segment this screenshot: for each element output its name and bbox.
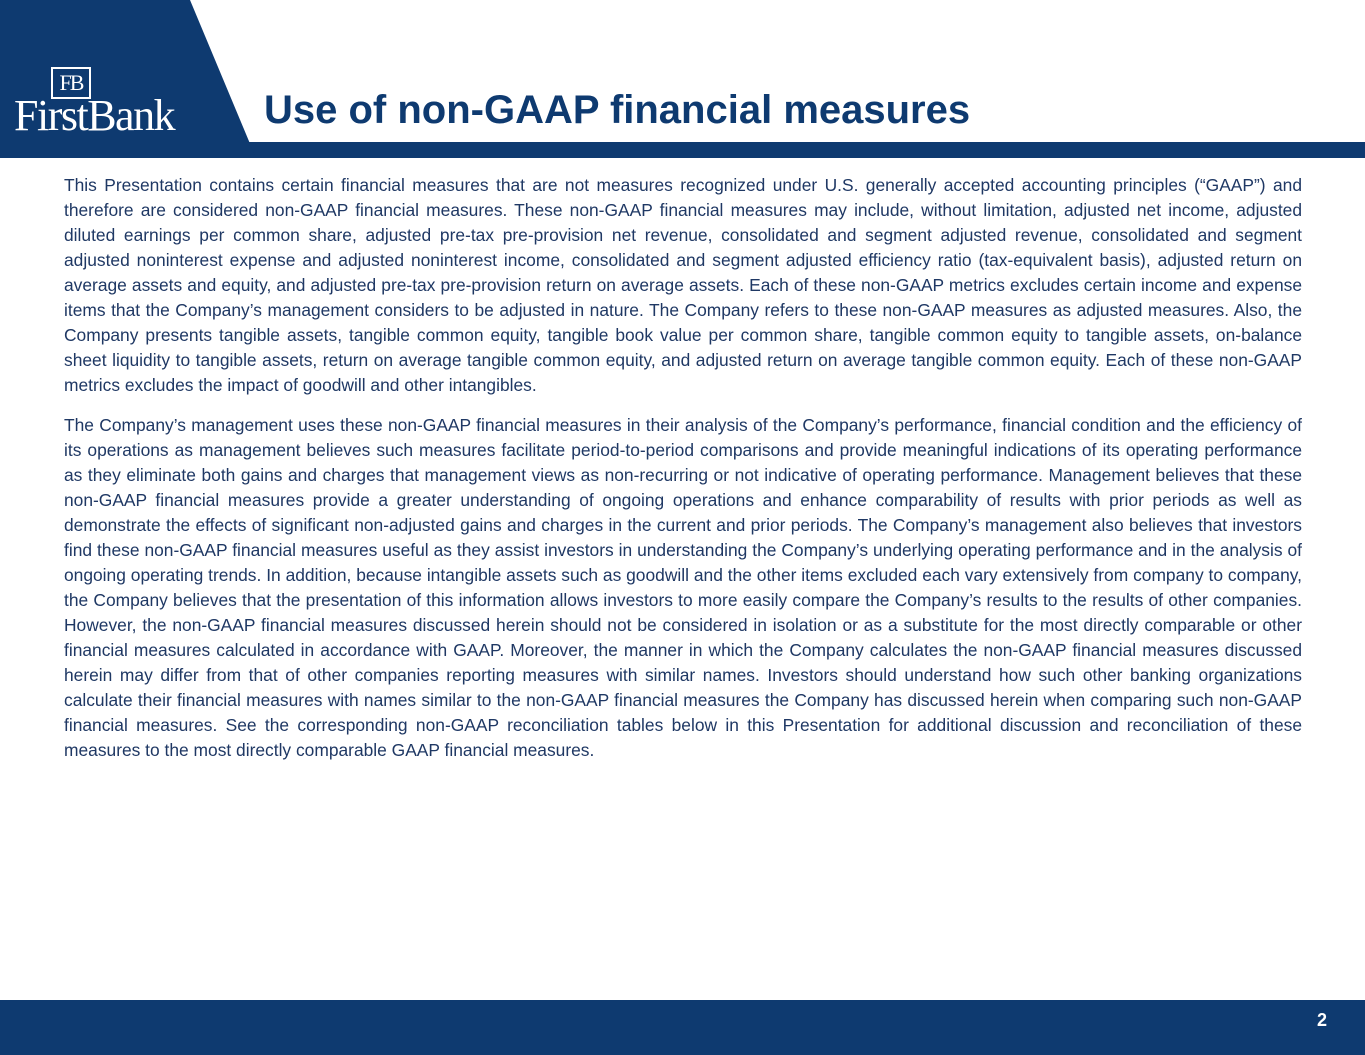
page-number: 2 [1316,1010,1327,1030]
body-paragraph-2: The Company’s management uses these non-GAAP financial measures in their analysis of the Company’s performance, financial condition and the efficiency of its operations as management believes such measures facilitate period-to-period comparisons and provide meaningful indications of its operating performance as they eliminate both gains and charges that management views as non-recurring or not indicative of operating performance. Management believes that these non-GAAP financial measures provide a greater understanding of ongoing operations and enhance comparability of results with prior periods as well as demonstrate the effects of significant non-adjusted gains and charges in the current and prior periods. The Company’s management also believes that investors find these non-GAAP financial measures useful as they assist investors in understanding the Company’s underlying operating performance and in the analysis of ongoing operating trends. In addition, because intangible assets such as goodwill and the other items excluded each vary extensively from company to company, the Company believes that the presentation of this information allows investors to more easily compare the Company’s results to the results of other companies. However, the non-GAAP financial measures discussed herein should not be considered in isolation or as a substitute for the most directly comparable or other financial measures calculated in accordance with GAAP. Moreover, the manner in which the Company calculates the non-GAAP financial measures discussed herein may differ from that of other companies reporting measures with similar names. Investors should understand how such other banking organizations calculate their financial measures with names similar to the non-GAAP financial measures the Company has discussed herein when comparing such non-GAAP financial measures. See the corresponding non-GAAP reconciliation tables below in this Presentation for additional discussion and reconciliation of these measures to the most directly comparable GAAP financial measures. [64,415,1302,760]
body-paragraph-1: This Presentation contains certain financial measures that are not measures recognized under U.S. generally accepted accounting principles (“GAAP”) and therefore are considered non-GAAP financial measures. These non-GAAP financial measures may include, without limitation, adjusted net income, adjusted diluted earnings per common share, adjusted pre-tax pre-provision net revenue, consolidated and segment adjusted revenue, consolidated and segment adjusted noninterest expense and adjusted noninterest income, consolidated and segment adjusted efficiency ratio (tax-equivalent basis), adjusted return on average assets and equity, and adjusted pre-tax pre-provision return on average assets. Each of these non-GAAP metrics excludes certain income and expense items that the Company’s management considers to be adjusted in nature. The Company refers to these non-GAAP measures as adjusted measures. Also, the Company presents tangible assets, tangible common equity, tangible book value per common share, tangible common equity to tangible assets, on-balance sheet liquidity to tangible assets, return on average tangible common equity, and adjusted return on average tangible common equity. Each of these non-GAAP metrics excludes the impact of goodwill and other intangibles. [64,175,1302,395]
slide-body [64,173,1302,763]
slide-footer [0,1000,1365,1055]
slide-header [0,0,1365,158]
logo-monogram: FB [59,70,83,95]
logo-wordmark: FirstBank [14,91,175,140]
page-title: Use of non-GAAP financial measures [264,88,971,132]
firstbank-logo [0,0,240,150]
